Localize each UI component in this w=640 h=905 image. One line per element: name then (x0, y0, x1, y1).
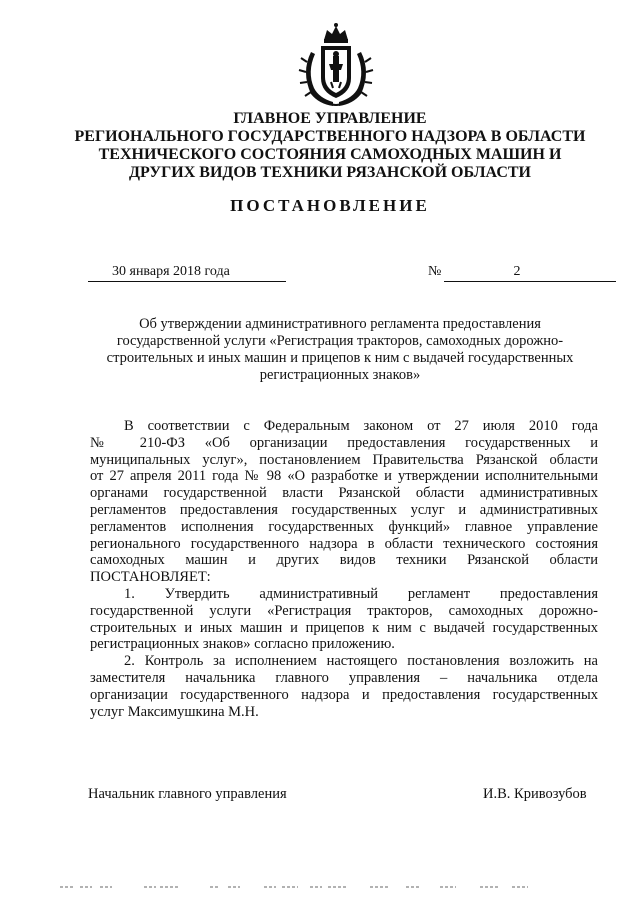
document-number-label: № (428, 264, 442, 279)
body-line: органами государственной власти Рязанской области административных (90, 485, 598, 502)
body-line: услуг Максимушкина М.Н. (90, 703, 259, 720)
body-line: регионального государственного надзора в области технического состояния (90, 535, 598, 552)
subject-line: Об утверждении административного регламента предоставления (139, 316, 541, 332)
body-line: В соответствии с Федеральным законом от 27 июля 2010 года (124, 418, 598, 434)
body-line: 1. Утвердить административный регламент предоставления (124, 585, 598, 602)
body-line: регламентов предоставления государственных услуг и административных (90, 501, 598, 518)
document-type-title: ПОСТАНОВЛЕНИЕ (230, 196, 430, 215)
header-line: ГЛАВНОЕ УПРАВЛЕНИЕ (233, 110, 427, 127)
body-line: организации государственного надзора и предоставления государственных (90, 686, 598, 703)
body-line: № 210-ФЗ «Об организации предоставления государственных и (90, 434, 598, 451)
body-line: 2. Контроль за исполнением настоящего постановления возложить на (124, 653, 598, 670)
document-subject (70, 316, 610, 384)
header-line: ТЕХНИЧЕСКОГО СОСТОЯНИЯ САМОХОДНЫХ МАШИН И (98, 146, 562, 163)
body-line: регистрационных знаков» согласно приложению. (90, 636, 395, 653)
body-line: муниципальных услуг», постановлением Правительства Рязанской области (90, 451, 598, 468)
body-line: ПОСТАНОВЛЯЕТ: (90, 569, 211, 586)
body-line: заместителя начальника главного управления – начальника отдела (90, 669, 598, 686)
subject-line: строительных и иных машин и прицепов к ним с выдачей государственных (106, 350, 574, 366)
document-date: 30 января 2018 года (88, 263, 286, 282)
document-body (90, 418, 598, 720)
issuing-authority-header (60, 110, 600, 182)
body-line: строительных и иных машин и прицепов к ним с выдачей государственных (90, 619, 598, 636)
header-line: РЕГИОНАЛЬНОГО ГОСУДАРСТВЕННОГО НАДЗОРА В ОБЛАСТИ (74, 128, 586, 145)
body-line: регламентов исполнения государственных функций» главное управление (90, 518, 598, 535)
header-line: ДРУГИХ ВИДОВ ТЕХНИКИ РЯЗАНСКОЙ ОБЛАСТИ (129, 164, 531, 181)
subject-line: государственной услуги «Регистрация тракторов, самоходных дорожно- (116, 333, 564, 349)
body-line: от 27 апреля 2011 года № 98 «О разработке и утверждении исполнительными (90, 468, 598, 485)
body-line: государственной услуги «Регистрация тракторов, самоходных дорожно- (90, 602, 598, 619)
signatory-name: И.В. Кривозубов (483, 786, 587, 802)
scan-artifact-marks (60, 885, 530, 889)
coat-of-arms-emblem (297, 22, 375, 108)
body-line: самоходных машин и других видов техники Рязанской области (90, 552, 598, 569)
subject-line: регистрационных знаков» (259, 367, 421, 383)
document-number: 2 (444, 263, 616, 282)
signatory-role: Начальник главного управления (88, 786, 287, 802)
